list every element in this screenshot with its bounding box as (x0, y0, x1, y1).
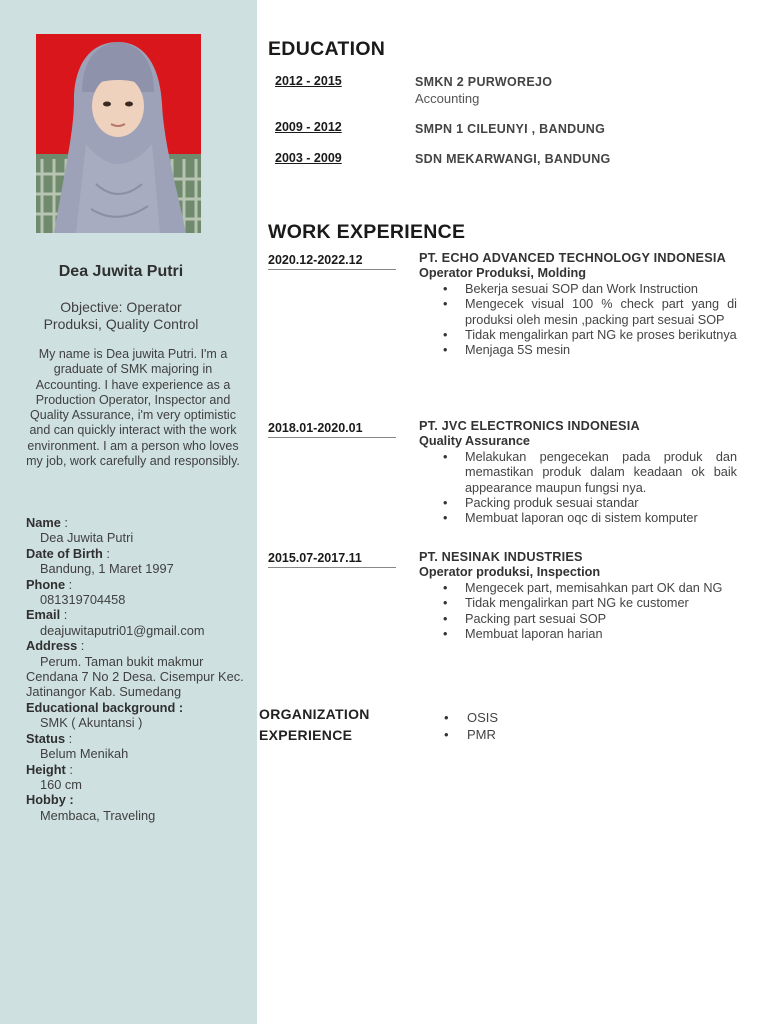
education-school: SMKN 2 PURWOREJO (415, 75, 553, 89)
list-item: • Melakukan pengecekan pada produk dan memastikan produk dalam keadaan ok baik appearance maupun fungsi nya. (465, 450, 737, 496)
list-item: • Tidak mengalirkan part NG ke proses berikutnya (465, 328, 737, 343)
detail-value: Membaca, Traveling (40, 807, 156, 823)
detail-label: Educational background (26, 699, 176, 715)
work-experience-heading: WORK EXPERIENCE (268, 221, 466, 243)
detail-value: 160 cm (40, 776, 82, 792)
work-dates: 2020.12-2022.12 (268, 253, 396, 270)
detail-label: Status (26, 730, 66, 746)
detail-address: Address : Perum. Taman bukit makmur Cendana 7 No 2 Desa. Cisempur Kec. Jatinangor Kab. Sumedang (26, 638, 252, 700)
list-item: • Tidak mengalirkan part NG ke customer (465, 596, 737, 611)
detail-value: deajuwitaputri01@gmail.com (40, 622, 205, 638)
detail-value: Bandung, 1 Maret 1997 (40, 561, 174, 577)
detail-value: SMK ( Akuntansi ) (40, 715, 143, 731)
detail-email: Email : deajuwitaputri01@gmail.com (26, 607, 252, 638)
detail-phone: Phone : 081319704458 (26, 577, 252, 608)
objective-line-2: Produksi, Quality Control (43, 316, 199, 332)
work-company: PT. ECHO ADVANCED TECHNOLOGY INDONESIA (419, 251, 726, 265)
detail-label: Phone (26, 576, 66, 592)
list-item: • Packing produk sesuai standar (465, 496, 737, 511)
work-entry (419, 550, 737, 642)
work-entry (419, 419, 737, 527)
work-company: PT. NESINAK INDUSTRIES (419, 550, 583, 564)
profile-summary: My name is Dea juwita Putri. I'm a graduate of SMK majoring in Accounting. I have experience as a Production Operator, Inspector and Quality Assurance, i'm very optimistic and can quickly interact with the work environment. I am a person who loves my job, work carefully and responsibly. (26, 347, 240, 469)
list-item: • Menjaga 5S mesin (465, 343, 737, 358)
list-item: • PMR (467, 727, 498, 744)
work-company: PT. JVC ELECTRONICS INDONESIA (419, 419, 640, 433)
education-school: SDN MEKARWANGI, BANDUNG (415, 152, 611, 166)
work-task-list (465, 282, 737, 359)
work-dates: 2018.01-2020.01 (268, 421, 396, 438)
detail-label: Date of Birth (26, 545, 103, 561)
detail-name: Name : Dea Juwita Putri (26, 515, 252, 546)
detail-value: Belum Menikah (40, 746, 129, 762)
personal-details (26, 515, 252, 823)
detail-value: Perum. Taman bukit makmur Cendana 7 No 2 Desa. Cisempur Kec. Jatinangor Kab. Sumedang (26, 653, 244, 700)
education-years: 2003 - 2009 (275, 151, 342, 165)
organization-heading-line-1: ORGANIZATION (259, 706, 370, 722)
list-item: • Membuat laporan harian (465, 627, 737, 642)
work-role: Operator produksi, Inspection (419, 565, 601, 580)
list-item: • Mengecek part, memisahkan part OK dan NG (465, 581, 737, 596)
work-dates: 2015.07-2017.11 (268, 551, 396, 568)
detail-label: Name (26, 515, 61, 530)
list-item: • OSIS (467, 710, 498, 727)
detail-height: Height : 160 cm (26, 762, 252, 793)
detail-value: 081319704458 (40, 592, 126, 608)
list-item: • Bekerja sesuai SOP dan Work Instruction (465, 282, 737, 297)
list-item: • Membuat laporan oqc di sistem komputer (465, 511, 737, 526)
organization-heading-line-2: EXPERIENCE (259, 727, 353, 743)
profile-name: Dea Juwita Putri (58, 263, 184, 280)
work-role: Operator Produksi, Molding (419, 266, 587, 281)
work-entry (419, 251, 737, 359)
detail-label: Email (26, 607, 61, 623)
profile-photo (36, 34, 201, 233)
education-school: SMPN 1 CILEUNYI , BANDUNG (415, 122, 606, 136)
list-item: • Packing part sesuai SOP (465, 612, 737, 627)
organization-heading (259, 704, 370, 746)
education-heading: EDUCATION (268, 38, 386, 60)
objective-line-1: Objective: Operator (60, 299, 182, 315)
detail-value: Dea Juwita Putri (40, 530, 134, 546)
detail-label: Address (26, 638, 78, 654)
profile-objective (0, 299, 242, 333)
detail-label: Height (26, 761, 66, 777)
detail-hobby: Hobby : Membaca, Traveling (26, 792, 252, 823)
detail-educational-background: Educational background : SMK ( Akuntansi ) (26, 700, 252, 731)
detail-date-of-birth: Date of Birth : Bandung, 1 Maret 1997 (26, 546, 252, 577)
work-role: Quality Assurance (419, 434, 530, 449)
education-years: 2009 - 2012 (275, 120, 342, 134)
work-task-list (465, 581, 737, 643)
education-major: Accounting (415, 91, 480, 106)
sidebar (0, 0, 257, 1024)
education-years: 2012 - 2015 (275, 74, 342, 88)
detail-label: Hobby (26, 792, 66, 808)
organization-list (467, 710, 498, 743)
detail-status: Status : Belum Menikah (26, 731, 252, 762)
work-task-list (465, 450, 737, 527)
list-item: • Mengecek visual 100 % check part yang di produksi oleh mesin ,packing part sesuai SOP (465, 297, 737, 328)
